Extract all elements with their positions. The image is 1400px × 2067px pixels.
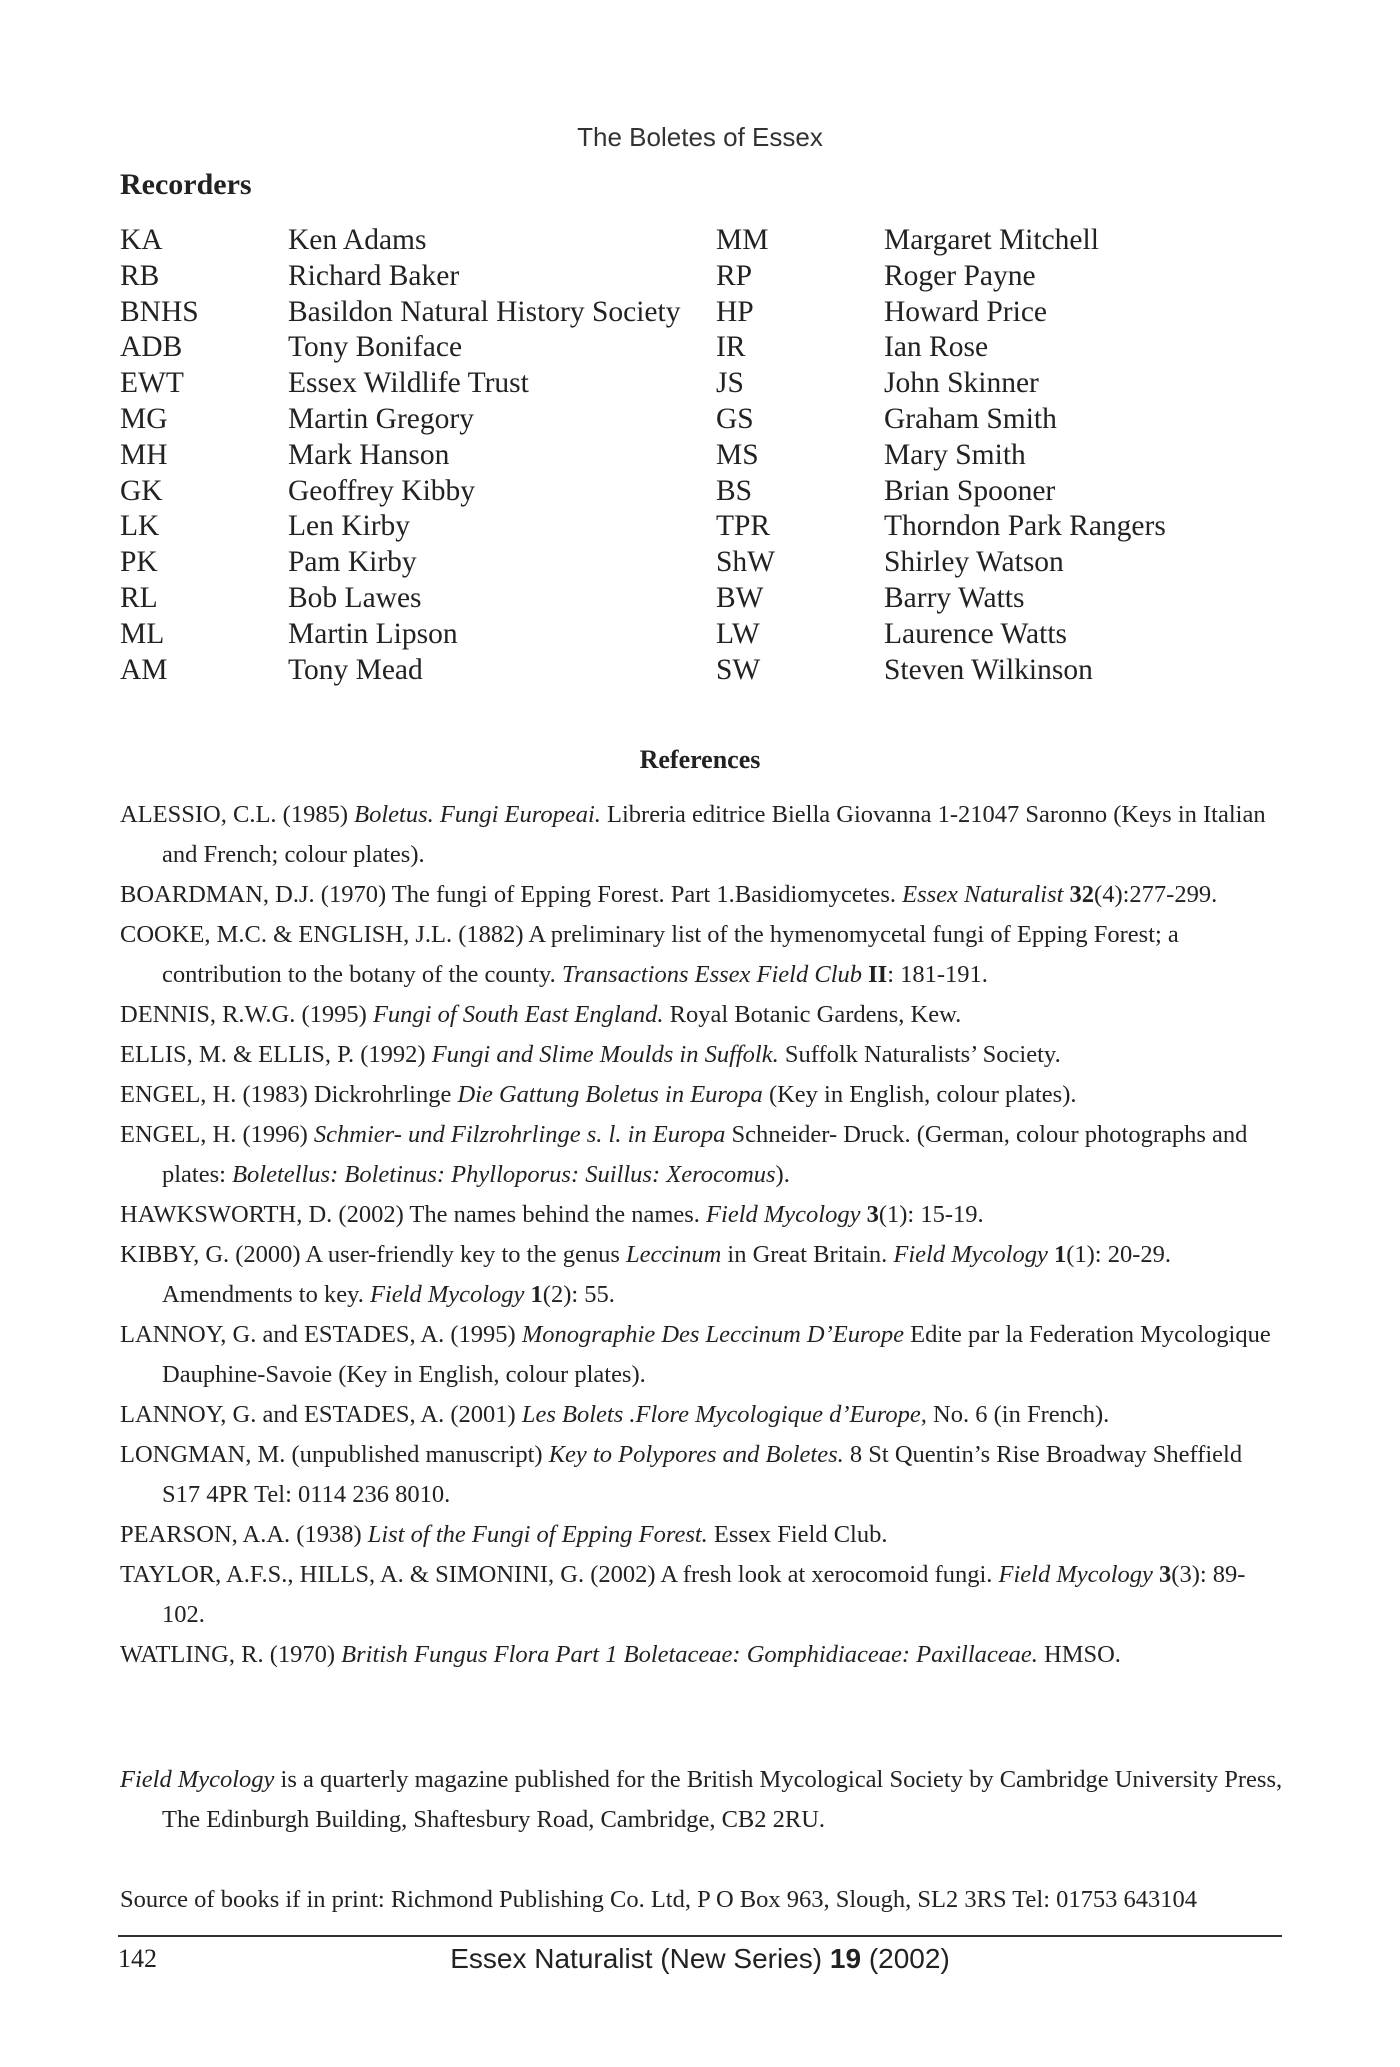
text-run: LANNOY, G. and ESTADES, A. (1995) [120, 1321, 522, 1348]
reference-item [120, 1195, 1285, 1235]
recorder-code: ADB [120, 331, 183, 364]
italic-text: Boletus. Fungi Europeai. [354, 801, 601, 828]
recorder-name: Shirley Watson [884, 546, 1064, 579]
recorder-code: ML [120, 617, 165, 650]
bold-text: 32 [1069, 881, 1095, 908]
bold-text: 1 [1053, 1241, 1067, 1268]
recorder-code: BNHS [120, 295, 199, 328]
recorder-name: Thorndon Park Rangers [884, 510, 1166, 543]
recorder-code: EWT [120, 367, 184, 400]
bold-text: 3 [1159, 1561, 1172, 1588]
references-heading: References [639, 745, 761, 774]
reference-item [120, 995, 1285, 1035]
text-run: COOKE, M.C. & ENGLISH, J.L. (1882) A preliminary list of the hymenomycetal fungi of Epping Forest; a contribution to the botany of the county. [120, 921, 1179, 988]
italic-text: Field Mycology [706, 1201, 861, 1228]
text-run: ENGEL, H. (1983) Dickrohrlinge [120, 1081, 458, 1108]
text-run: (1): 15-19. [878, 1201, 984, 1228]
recorder-name: Howard Price [884, 295, 1048, 328]
text-run: ALESSIO, C.L. (1985) [120, 801, 355, 828]
recorder-name: Mark Hanson [288, 438, 450, 471]
recorder-code: KA [120, 224, 163, 256]
recorder-name: Graham Smith [884, 402, 1057, 435]
bold-text: 1 [530, 1281, 543, 1308]
recorder-name: Mary Smith [884, 438, 1026, 471]
recorder-name: Bob Lawes [288, 581, 422, 614]
recorder-row [120, 653, 1280, 689]
recorder-code: GS [716, 402, 754, 435]
recorder-code: PK [120, 546, 158, 579]
reference-item [120, 875, 1285, 915]
text-run: PEARSON, A.A. (1938) [120, 1521, 368, 1548]
recorder-code: GK [120, 474, 163, 507]
text-run: (Key in English, colour plates). [762, 1081, 1077, 1108]
recorder-code: AM [120, 653, 168, 686]
recorder-name: Len Kirby [288, 510, 411, 543]
italic-text: Fungi of South East England. [372, 1001, 664, 1028]
recorder-code: IR [716, 331, 746, 364]
italic-text: Key to Polypores and Boletes. [548, 1441, 844, 1468]
reference-item [120, 1555, 1285, 1635]
text-run: Schneider- Druck. (German, colour photographs and plates: [162, 1121, 1248, 1188]
recorder-name: Richard Baker [288, 259, 460, 292]
recorder-name: Roger Payne [884, 259, 1036, 292]
recorder-code: MH [120, 438, 168, 471]
italic-text: Field Mycology [998, 1561, 1153, 1588]
text-run: is a quarterly magazine published for the British Mycological Society by Cambridge University Press, The Edinburgh Building, Shaftesbury Road, Cambridge, CB2 2RU. [162, 1766, 1283, 1833]
recorder-code: TPR [716, 510, 771, 543]
text-run: in Great Britain. [721, 1241, 894, 1268]
recorder-row [120, 617, 1280, 653]
recorder-row [120, 223, 1280, 259]
recorder-name: Brian Spooner [884, 474, 1056, 507]
text-run: ELLIS, M. & ELLIS, P. (1992) [120, 1041, 432, 1068]
text-run: KIBBY, G. (2000) A user-friendly key to the genus [120, 1241, 627, 1268]
reference-item [120, 1115, 1285, 1195]
text-run: BOARDMAN, D.J. (1970) The fungi of Epping Forest. Part 1.Basidiomycetes. [120, 881, 903, 908]
recorder-row [120, 259, 1280, 295]
page-number: 142 [118, 1944, 157, 1973]
text-run: No. 6 (in French). [926, 1401, 1110, 1428]
text-run: HAWKSWORTH, D. (2002) The names behind the names. [120, 1201, 707, 1228]
recorder-code: LW [716, 617, 760, 650]
text-run: Edite par la Federation Mycologique Dauphine-Savoie (Key in English, colour plates). [162, 1321, 1271, 1388]
reference-item [120, 795, 1285, 875]
text-run: 8 St Quentin’s Rise Broadway Sheffield S17 4PR Tel: 0114 236 8010. [162, 1441, 1243, 1508]
journal-footer [0, 1943, 1400, 1975]
italic-text: Monographie Des Leccinum D’Europe [521, 1321, 904, 1348]
recorder-name: Laurence Watts [884, 617, 1068, 650]
italic-text: Fungi and Slime Moulds in Suffolk. [431, 1041, 779, 1068]
text-run: Essex Field Club. [707, 1521, 888, 1548]
reference-item [120, 1235, 1285, 1315]
text-run: Royal Botanic Gardens, Kew. [663, 1001, 962, 1028]
recorder-code: SW [716, 653, 761, 686]
text-run: LONGMAN, M. (unpublished manuscript) [120, 1441, 549, 1468]
recorder-code: MS [716, 438, 759, 471]
text-run: HMSO. [1037, 1641, 1121, 1668]
references-list [120, 795, 1285, 1675]
text-run: Suffolk Naturalists’ Society. [778, 1041, 1061, 1068]
recorder-row [120, 402, 1280, 438]
reference-item [120, 1035, 1285, 1075]
recorder-row [120, 545, 1280, 581]
reference-item [120, 1315, 1285, 1395]
recorder-name: Pam Kirby [288, 546, 417, 579]
reference-item [120, 1075, 1285, 1115]
reference-item [120, 1395, 1285, 1435]
recorder-code: RL [120, 581, 158, 614]
journal-volume: 19 [829, 1943, 862, 1974]
recorder-row [120, 438, 1280, 474]
recorder-name: John Skinner [884, 367, 1039, 400]
recorder-name: Steven Wilkinson [884, 653, 1093, 686]
recorder-code: HP [716, 295, 754, 328]
source-note: Source of books if in print: Richmond Publishing Co. Ltd, P O Box 963, Slough, SL2 3RS Tel: 01753 643104 [120, 1886, 1198, 1913]
recorder-code: RB [120, 259, 160, 292]
italic-text: Leccinum [626, 1241, 722, 1268]
field-mycology-note [120, 1760, 1285, 1840]
recorder-name: Martin Lipson [288, 617, 458, 650]
journal-name: Essex Naturalist (New Series) [450, 1943, 830, 1974]
recorder-name: Ken Adams [288, 224, 427, 256]
text-run: (2): 55. [542, 1281, 615, 1308]
running-title: The Boletes of Essex [577, 122, 823, 152]
italic-text: List of the Fungi of Epping Forest. [367, 1521, 708, 1548]
recorder-row [120, 474, 1280, 510]
journal-year: (2002) [861, 1943, 950, 1974]
recorder-code: LK [120, 510, 160, 543]
italic-text: Transactions Essex Field Club [561, 961, 862, 988]
italic-text: Schmier- und Filzrohrlinge s. l. in Europa [313, 1121, 726, 1148]
italic-text: Field Mycology [370, 1281, 525, 1308]
recorder-name: Geoffrey Kibby [288, 474, 476, 507]
text-run: WATLING, R. (1970) [120, 1641, 342, 1668]
recorder-row [120, 295, 1280, 331]
reference-item [120, 1515, 1285, 1555]
text-run: ENGEL, H. (1996) [120, 1121, 314, 1148]
recorders-table [120, 223, 1280, 688]
italic-text: Les Bolets .Flore Mycologique d’Europe, [521, 1401, 927, 1428]
recorder-name: Margaret Mitchell [884, 224, 1099, 256]
italic-text: Die Gattung Boletus in Europa [457, 1081, 763, 1108]
recorder-code: MM [716, 224, 769, 256]
recorder-code: MG [120, 402, 168, 435]
text-run: (4):277-299. [1094, 881, 1218, 908]
text-run: LANNOY, G. and ESTADES, A. (2001) [120, 1401, 522, 1428]
text-run: ). [775, 1161, 790, 1188]
text-run: DENNIS, R.W.G. (1995) [120, 1001, 373, 1028]
italic-text: Field Mycology [893, 1241, 1048, 1268]
recorder-code: ShW [716, 546, 775, 579]
text-run: TAYLOR, A.F.S., HILLS, A. & SIMONINI, G. (2002) A fresh look at xerocomoid fungi. [120, 1561, 999, 1588]
recorder-name: Martin Gregory [288, 402, 474, 435]
recorder-row [120, 509, 1280, 545]
recorder-name: Barry Watts [884, 581, 1025, 614]
reference-item [120, 1435, 1285, 1515]
text-run: Libreria editrice Biella Giovanna 1-21047 Saronno (Keys in Italian and French; colour plates). [162, 801, 1266, 868]
recorder-code: BS [716, 474, 753, 507]
italic-text: Essex Naturalist [902, 881, 1064, 908]
recorder-code: BW [716, 581, 764, 614]
italic-text: Boletellus: Boletinus: Phylloporus: Suillus: Xerocomus [232, 1161, 776, 1188]
italic-text: British Fungus Flora Part 1 Boletaceae: Gomphidiaceae: Paxillaceae. [341, 1641, 1038, 1668]
recorder-name: Tony Boniface [288, 331, 463, 364]
recorders-heading: Recorders [120, 168, 252, 201]
recorder-row [120, 330, 1280, 366]
recorder-row [120, 366, 1280, 402]
footer-rule [118, 1935, 1282, 1937]
recorder-name: Ian Rose [884, 331, 989, 364]
recorder-code: JS [716, 367, 744, 400]
recorder-code: RP [716, 259, 753, 292]
recorder-name: Essex Wildlife Trust [288, 367, 529, 400]
recorder-row [120, 581, 1280, 617]
bold-text: 3 [866, 1201, 879, 1228]
text-run: (1): 20-29. Amendments to key. [162, 1241, 1171, 1308]
italic-text: Field Mycology [120, 1766, 275, 1793]
recorder-name: Tony Mead [288, 653, 423, 686]
text-run: (3): 89-102. [162, 1561, 1246, 1628]
reference-item [120, 1635, 1285, 1675]
bold-text: II [868, 961, 888, 988]
text-run: : 181-191. [887, 961, 988, 988]
recorder-name: Basildon Natural History Society [288, 295, 681, 328]
reference-item [120, 915, 1285, 995]
